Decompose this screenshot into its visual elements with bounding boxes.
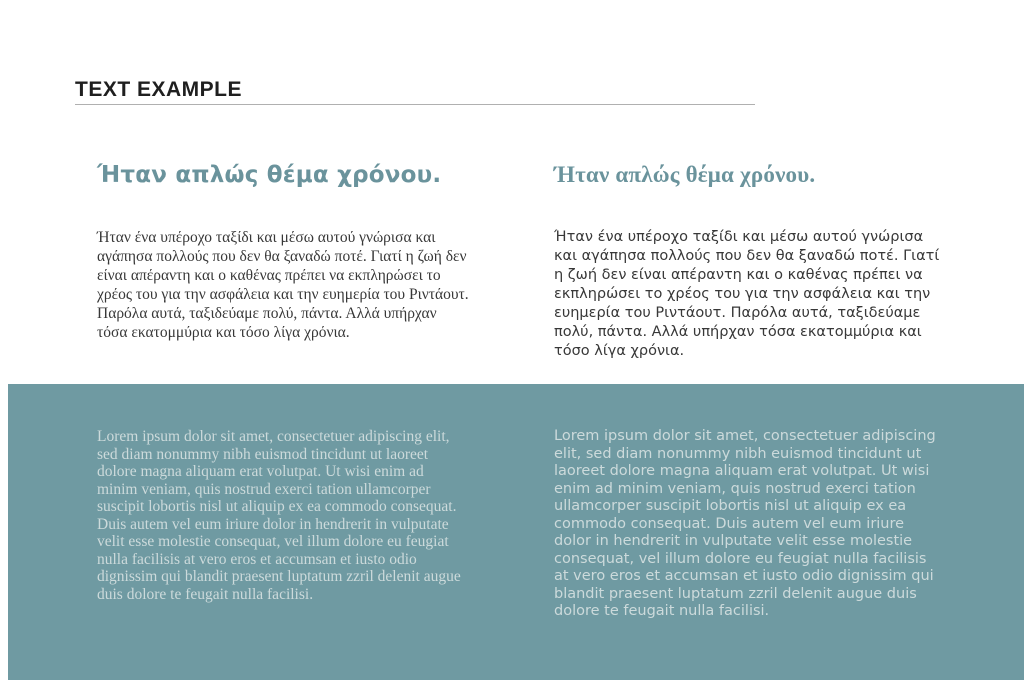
title-underline-rule bbox=[75, 104, 755, 105]
greek-paragraph-sans: Ήταν ένα υπέροχο ταξίδι και μέσω αυτού γνώρισα και αγάπησα πολλούς που δεν θα ξαναδώ ποτέ. Γιατί η ζωή δεν είναι απέραντη και ο καθένας πρέπει να εκπληρώσει το χρέος του για την ασφάλεια και την ευημερία του Ριντάουτ. Παρόλα αυτά, ταξιδεύαμε πολύ, πάντα. Αλλά υπήρχαν τόσα εκατομμύρια και τόσο λίγα χρόνια. bbox=[554, 229, 940, 359]
greek-heading-serif: Ήταν απλώς θέμα χρόνου. bbox=[554, 162, 816, 187]
greek-paragraph-serif: Ήταν ένα υπέροχο ταξίδι και μέσω αυτού γνώρισα και αγάπησα πολλούς που δεν θα ξαναδώ ποτέ. Γιατί η ζωή δεν είναι απέραντη και ο καθένας πρέπει να εκπληρώσει το χρέος του για την ασφάλεια και την ευημερία του Ριντάουτ. Παρόλα αυτά, ταξιδεύαμε πολύ, πάντα. Αλλά υπήρχαν τόσα εκατομμύρια και τόσο λίγα χρόνια. bbox=[97, 229, 469, 341]
teal-panel bbox=[8, 384, 1024, 680]
page-title: TEXT EXAMPLE bbox=[75, 78, 243, 101]
greek-heading-sans: Ήταν απλώς θέμα χρόνου. bbox=[97, 162, 442, 188]
lorem-paragraph-serif: Lorem ipsum dolor sit amet, consectetuer adipiscing elit, sed diam nonummy nibh euismod tincidunt ut laoreet dolore magna aliquam erat volutpat. Ut wisi enim ad minim veniam, quis nostrud exerci tation ullamcorper suscipit lobortis nisl ut aliquip ex ea commodo consequat. Duis autem vel eum iriure dolor in hendrerit in vulputate velit esse molestie consequat, vel illum dolore eu feugiat nulla facilisis at vero eros et accumsan et iusto odio dignissim qui blandit praesent luptatum zzril delenit augue duis dolore te feugait nulla facilisi. bbox=[97, 428, 461, 603]
lorem-paragraph-sans: Lorem ipsum dolor sit amet, consectetuer adipiscing elit, sed diam nonummy nibh euismod tincidunt ut laoreet dolore magna aliquam erat volutpat. Ut wisi enim ad minim veniam, quis nostrud exerci tation ullamcorper suscipit lobortis nisl ut aliquip ex ea commodo consequat. Duis autem vel eum iriure dolor in hendrerit in vulputate velit esse molestie consequat, vel illum dolore eu feugiat nulla facilisis at vero eros et accumsan et iusto odio dignissim qui blandit praesent luptatum zzril delenit augue duis dolore te feugait nulla facilisi. bbox=[554, 428, 936, 619]
